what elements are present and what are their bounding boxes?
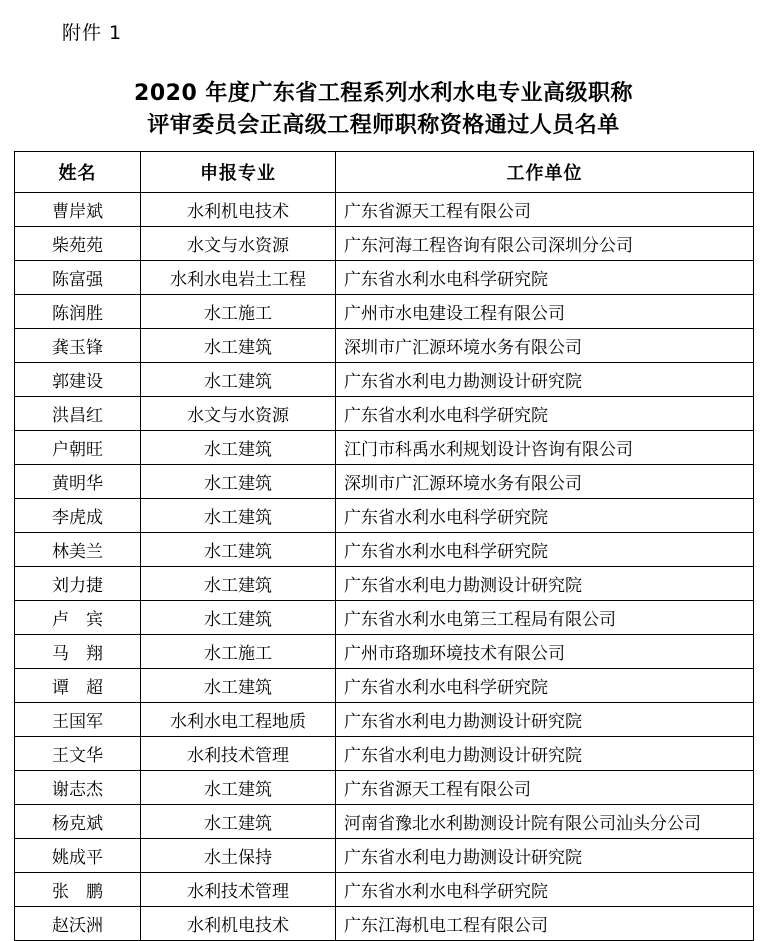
cell-unit: 深圳市广汇源环境水务有限公司 [336, 329, 754, 363]
cell-major: 水文与水资源 [141, 397, 336, 431]
cell-major: 水工施工 [141, 295, 336, 329]
cell-unit: 广东省水利水电科学研究院 [336, 397, 754, 431]
cell-unit: 广东省水利水电科学研究院 [336, 873, 754, 907]
table-row [15, 737, 754, 771]
cell-unit: 广东省水利水电科学研究院 [336, 499, 754, 533]
table-row [15, 329, 754, 363]
cell-unit: 深圳市广汇源环境水务有限公司 [336, 465, 754, 499]
cell-unit: 广东省水利水电科学研究院 [336, 533, 754, 567]
cell-unit: 广州市珞珈环境技术有限公司 [336, 635, 754, 669]
table-row [15, 431, 754, 465]
table-body [15, 193, 754, 941]
table-row [15, 261, 754, 295]
roster-table-container [14, 151, 753, 941]
cell-unit: 广东省水利电力勘测设计研究院 [336, 363, 754, 397]
cell-unit: 河南省豫北水利勘测设计院有限公司汕头分公司 [336, 805, 754, 839]
column-header-unit: 工作单位 [336, 152, 754, 193]
cell-major: 水工建筑 [141, 669, 336, 703]
cell-major: 水利水电工程地质 [141, 703, 336, 737]
cell-major: 水工施工 [141, 635, 336, 669]
cell-name: 谢志杰 [15, 771, 141, 805]
cell-major: 水利技术管理 [141, 873, 336, 907]
cell-name: 黄明华 [15, 465, 141, 499]
table-row [15, 601, 754, 635]
cell-name: 刘力捷 [15, 567, 141, 601]
table-row [15, 703, 754, 737]
table-row [15, 839, 754, 873]
page-title-line-1: 2020 年度广东省工程系列水利水电专业高级职称 [134, 81, 633, 106]
cell-major: 水利技术管理 [141, 737, 336, 771]
cell-name: 张 鹏 [15, 873, 141, 907]
table-row [15, 295, 754, 329]
cell-unit: 广东省水利水电第三工程局有限公司 [336, 601, 754, 635]
attachment-label: 附件 1 [62, 22, 123, 44]
cell-unit: 广州市水电建设工程有限公司 [336, 295, 754, 329]
cell-name: 陈富强 [15, 261, 141, 295]
table-row [15, 771, 754, 805]
table-row [15, 907, 754, 941]
cell-name: 王国军 [15, 703, 141, 737]
cell-unit: 广东省水利水电科学研究院 [336, 669, 754, 703]
table-row [15, 227, 754, 261]
cell-unit: 广东河海工程咨询有限公司深圳分公司 [336, 227, 754, 261]
cell-unit: 广东省源天工程有限公司 [336, 771, 754, 805]
cell-name: 杨克斌 [15, 805, 141, 839]
table-row [15, 567, 754, 601]
cell-name: 姚成平 [15, 839, 141, 873]
cell-name: 卢 宾 [15, 601, 141, 635]
cell-major: 水利机电技术 [141, 193, 336, 227]
cell-name: 龚玉锋 [15, 329, 141, 363]
table-row [15, 669, 754, 703]
table-row [15, 397, 754, 431]
cell-major: 水工建筑 [141, 533, 336, 567]
page-title [0, 78, 767, 142]
table-row [15, 873, 754, 907]
cell-unit: 广东省水利电力勘测设计研究院 [336, 737, 754, 771]
cell-major: 水土保持 [141, 839, 336, 873]
table-row [15, 499, 754, 533]
roster-table [14, 151, 754, 941]
cell-major: 水工建筑 [141, 465, 336, 499]
cell-name: 王文华 [15, 737, 141, 771]
cell-major: 水利机电技术 [141, 907, 336, 941]
cell-name: 曹岸斌 [15, 193, 141, 227]
table-row [15, 465, 754, 499]
cell-major: 水工建筑 [141, 805, 336, 839]
cell-name: 户朝旺 [15, 431, 141, 465]
cell-unit: 广东省水利电力勘测设计研究院 [336, 839, 754, 873]
cell-major: 水工建筑 [141, 363, 336, 397]
cell-unit: 广东江海机电工程有限公司 [336, 907, 754, 941]
cell-name: 柴苑苑 [15, 227, 141, 261]
column-header-name: 姓名 [15, 152, 141, 193]
cell-major: 水工建筑 [141, 329, 336, 363]
table-header-row [15, 152, 754, 193]
cell-name: 谭 超 [15, 669, 141, 703]
cell-name: 林美兰 [15, 533, 141, 567]
cell-name: 马 翔 [15, 635, 141, 669]
column-header-major: 申报专业 [141, 152, 336, 193]
cell-unit: 广东省水利电力勘测设计研究院 [336, 703, 754, 737]
table-row [15, 193, 754, 227]
cell-name: 陈润胜 [15, 295, 141, 329]
cell-major: 水工建筑 [141, 431, 336, 465]
table-row [15, 805, 754, 839]
cell-major: 水利水电岩土工程 [141, 261, 336, 295]
table-row [15, 533, 754, 567]
cell-unit: 广东省水利电力勘测设计研究院 [336, 567, 754, 601]
cell-major: 水工建筑 [141, 771, 336, 805]
cell-unit: 广东省水利水电科学研究院 [336, 261, 754, 295]
cell-major: 水文与水资源 [141, 227, 336, 261]
table-row [15, 635, 754, 669]
cell-unit: 江门市科禹水利规划设计咨询有限公司 [336, 431, 754, 465]
cell-name: 郭建设 [15, 363, 141, 397]
table-row [15, 363, 754, 397]
cell-major: 水工建筑 [141, 601, 336, 635]
cell-name: 李虎成 [15, 499, 141, 533]
cell-name: 赵沃洲 [15, 907, 141, 941]
cell-major: 水工建筑 [141, 499, 336, 533]
cell-major: 水工建筑 [141, 567, 336, 601]
cell-unit: 广东省源天工程有限公司 [336, 193, 754, 227]
page-title-line-2: 评审委员会正高级工程师职称资格通过人员名单 [147, 113, 620, 138]
cell-name: 洪昌红 [15, 397, 141, 431]
